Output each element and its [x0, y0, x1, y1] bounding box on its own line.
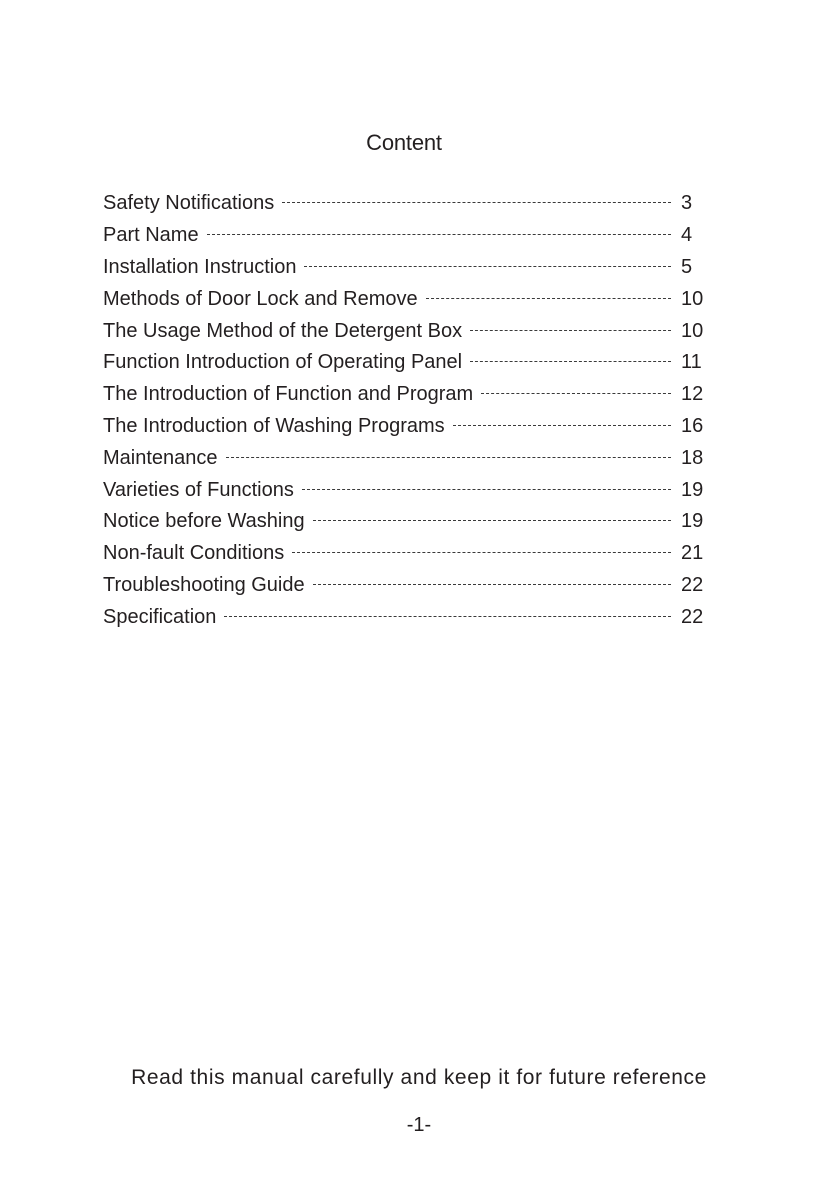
toc-entry-page: 22 [681, 605, 704, 628]
toc-entry-label: The Introduction of Washing Programs [103, 414, 445, 437]
toc-entry-label: Notice before Washing [103, 510, 305, 533]
toc-entry-page: 22 [681, 573, 704, 596]
toc-entry [103, 347, 707, 379]
toc-dot-leader [481, 393, 671, 394]
toc-dot-leader [282, 202, 671, 203]
toc-dot-leader [304, 266, 671, 267]
toc-entry [103, 411, 707, 443]
toc-entry-page: 3 [681, 192, 693, 215]
toc-dot-leader [470, 330, 671, 331]
toc-entry-label: Safety Notifications [103, 192, 275, 215]
toc-entry [103, 283, 707, 315]
toc-entry-page: 11 [681, 351, 702, 374]
toc-entry [103, 379, 707, 411]
toc-entry [103, 570, 707, 602]
toc-entry-page: 10 [681, 319, 704, 342]
toc-entry-label: The Introduction of Function and Program [103, 383, 474, 406]
toc-entry [103, 474, 707, 506]
toc-dot-leader [470, 361, 671, 362]
toc-entry-page: 16 [681, 414, 704, 437]
toc-entry-label: Specification [103, 605, 217, 628]
footer-note: Read this manual carefully and keep it for future reference [131, 1066, 707, 1089]
toc-entry [103, 315, 707, 347]
toc-entry-label: Installation Instruction [103, 255, 297, 278]
toc-dot-leader [313, 520, 671, 521]
toc-entry-page: 5 [681, 255, 693, 278]
toc-entry-page: 4 [681, 224, 693, 247]
toc-entry-page: 18 [681, 446, 704, 469]
toc-dot-leader [302, 489, 671, 490]
toc-entry-label: The Usage Method of the Detergent Box [103, 319, 463, 342]
toc-dot-leader [453, 425, 671, 426]
toc-entry-label: Function Introduction of Operating Panel [103, 351, 463, 374]
toc-entry-label: Maintenance [103, 446, 218, 469]
toc-entry [103, 188, 707, 220]
toc-entry-label: Troubleshooting Guide [103, 573, 305, 596]
toc-dot-leader [426, 298, 671, 299]
toc-entry [103, 506, 707, 538]
toc-entry-label: Methods of Door Lock and Remove [103, 287, 418, 310]
toc-dot-leader [207, 234, 671, 235]
toc-entry [103, 601, 707, 633]
page-number: -1- [406, 1114, 432, 1136]
toc-entry-page: 10 [681, 287, 704, 310]
toc-entry-page: 21 [681, 542, 704, 565]
toc-entry-page: 12 [681, 383, 704, 406]
toc-entry [103, 442, 707, 474]
toc-dot-leader [226, 457, 671, 458]
toc-entry-page: 19 [681, 510, 704, 533]
toc-entry-label: Varieties of Functions [103, 478, 294, 501]
toc-entry [103, 538, 707, 570]
toc-dot-leader [313, 584, 671, 585]
page-title: Content [366, 130, 442, 155]
toc-entry-label: Part Name [103, 224, 199, 247]
toc-entry-label: Non-fault Conditions [103, 542, 285, 565]
toc-entry [103, 220, 707, 252]
toc-dot-leader [292, 552, 671, 553]
toc-entry [103, 252, 707, 284]
toc-dot-leader [224, 616, 671, 617]
toc-entry-page: 19 [681, 478, 704, 501]
table-of-contents [103, 188, 707, 633]
